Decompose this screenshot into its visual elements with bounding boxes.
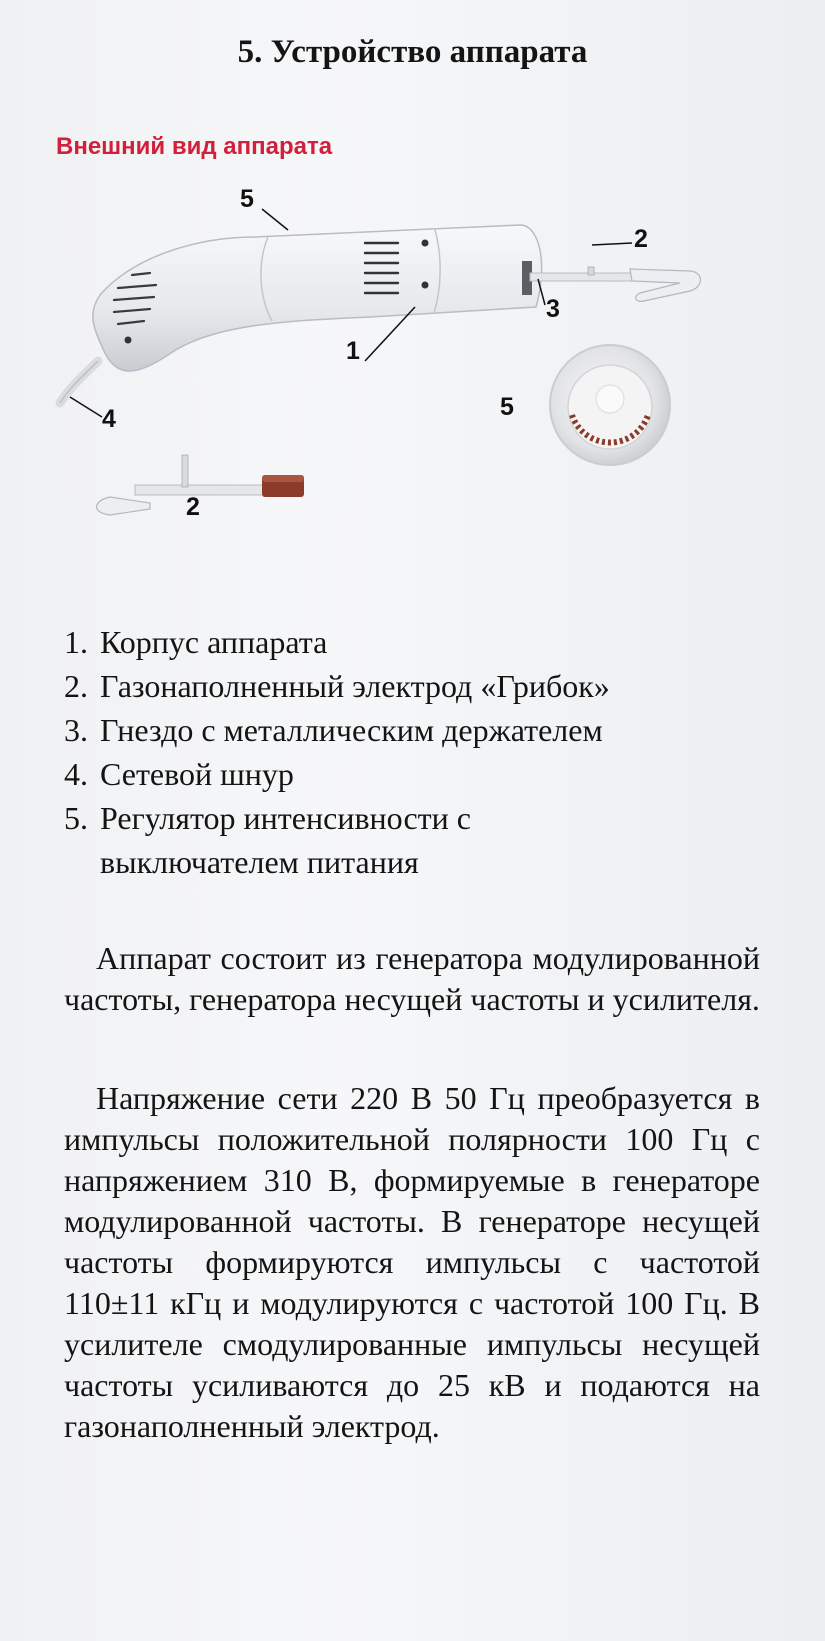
callout-5-top: 5: [240, 185, 254, 213]
intensity-knob-view: [550, 345, 670, 465]
part-number: 4.: [64, 756, 88, 792]
callout-2-top: 2: [634, 225, 648, 253]
part-name: Регулятор интенсивности с выключателем питания: [100, 800, 471, 880]
part-name: Сетевой шнур: [100, 756, 294, 792]
callout-3: 3: [546, 295, 560, 323]
part-number: 5.: [64, 800, 88, 836]
part-name: Гнездо с металлическим держателем: [100, 712, 603, 748]
part-name: Газонаполненный электрод «Грибок»: [100, 668, 610, 704]
callout-1: 1: [346, 337, 360, 365]
parts-list-item: [64, 708, 610, 752]
power-cord: [60, 361, 98, 403]
description-paragraph-1: Аппарат состоит из генератора модулированной частоты, генератора несущей частоты и усилителя.: [64, 940, 760, 1017]
parts-list: [64, 620, 610, 884]
callout-5-side: 5: [500, 393, 514, 421]
parts-list-item: [64, 664, 610, 708]
part-number: 3.: [64, 712, 88, 748]
part-number: 2.: [64, 668, 88, 704]
parts-list-item: [64, 796, 610, 884]
parts-list-item: [64, 752, 610, 796]
parts-list-item: [64, 620, 610, 664]
page-title: 5. Устройство аппарата: [237, 34, 588, 70]
part-number: 1.: [64, 624, 88, 660]
device-body: [93, 225, 542, 371]
electrode-loose: [97, 455, 305, 515]
callout-4: 4: [102, 405, 116, 433]
callout-2-bottom: 2: [186, 493, 200, 521]
description-paragraph-2: Напряжение сети 220 В 50 Гц преобразуется в импульсы положительной полярности 100 Гц с напряжением 310 В, формируемые в генераторе модулированной частоты. В генераторе несущей частоты формируются импульсы с частотой 110±11 кГц и модулируются с частотой 100 Гц. В усилителе смодулированные импульсы несущей частоты усиливаются до 25 кВ и подаются на газонаполненный электрод.: [64, 1080, 760, 1444]
figure-subtitle: Внешний вид аппарата: [56, 133, 333, 160]
device-figure: [40, 175, 790, 565]
part-name: Корпус аппарата: [100, 624, 328, 660]
